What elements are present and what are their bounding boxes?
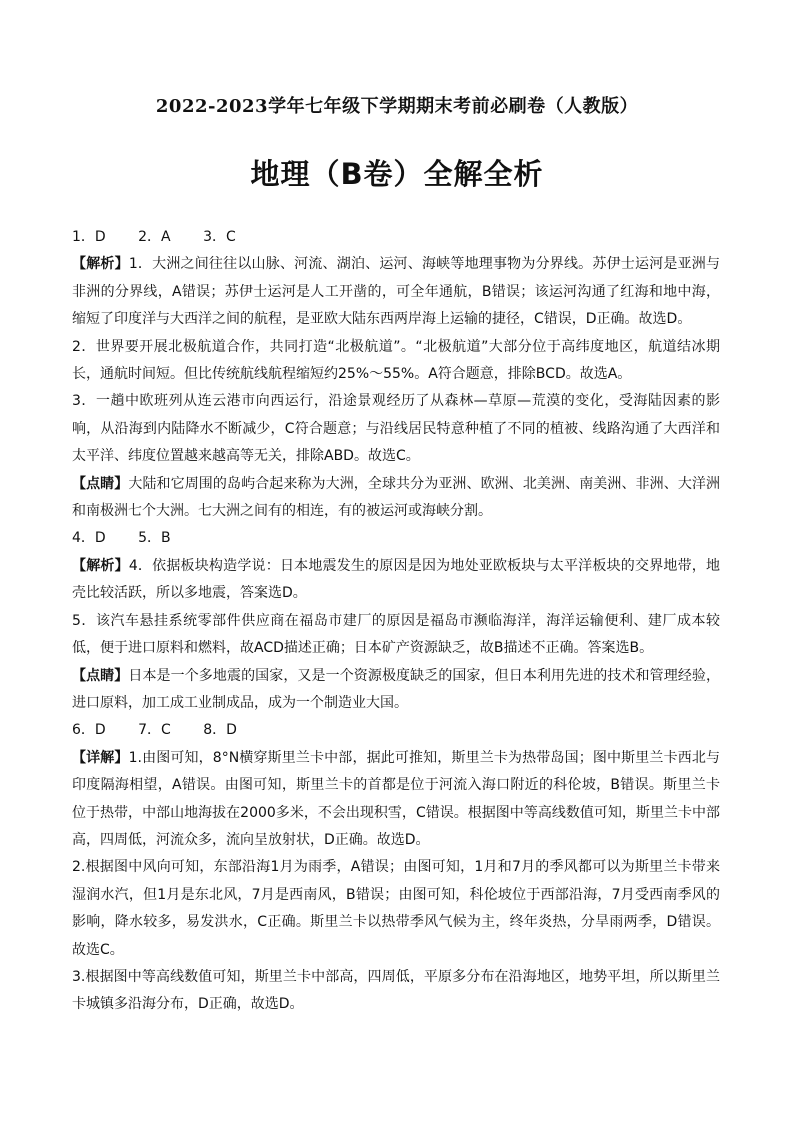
tip-paragraph: 【点睛】日本是一个多地震的国家，又是一个资源极度缺乏的国家，但日本利用先进的技术和管理经验，进口原料，加工成工业制成品，成为一个制造业大国。 [72,667,721,711]
tip-paragraph: 【点睛】大陆和它周围的岛屿合起来称为大洲，全球共分为亚洲、欧洲、北美洲、南美洲、非洲、大洋洲和南极洲七个大洲。七大洲之间有的相连，有的被运河或海峡分割。 [72,475,721,520]
explanation-paragraph: 【解析】1．大洲之间往往以山脉、河流、湖泊、运河、海峡等地理事物为分界线。苏伊士运河是亚洲与非洲的分界线，A错误；苏伊士运河是人工开凿的，可全年通航，B错误；该运河沟通了红海和地中海，缩短了印度洋与大西洋之间的航程，是亚欧大陆东西两岸海上运输的捷径，C错误，D正确。故选D。 [72,256,721,328]
page-title: 2022-2023学年七年级下学期期末考前必刷卷（人教版） [155,96,639,117]
answer-key-line: 4．D 5．B [72,530,171,547]
answer-key-line: 6．D 7．C 8．D [72,722,237,739]
explanation-paragraph: 2.根据图中风向可知，东部沿海1月为雨季，A错误；由图可知，1月和7月的季风都可以为斯里兰卡带来湿润水汽，但1月是东北风，7月是西南风，B错误；由图可知，科伦坡位于西部沿海，7月受西南季风的影响，降水较多，易发洪水，C正确。斯里兰卡以热带季风气候为主，终年炎热，分旱雨两季，D错误。故选C。 [72,859,720,958]
answer-body [72,224,720,1019]
explanation-paragraph: 3.根据图中等高线数值可知，斯里兰卡中部高，四周低，平原多分布在沿海地区，地势平坦，所以斯里兰卡城镇多沿海分布，D正确，故选D。 [72,968,720,1013]
answer-key-line: 1．D 2．A 3．C [72,229,236,245]
explanation-paragraph: 5．该汽车悬挂系统零部件供应商在福岛市建厂的原因是福岛市濒临海洋，海洋运输便利、建厂成本较低，便于进口原料和燃料，故ACD描述正确；日本矿产资源缺乏，故B描述不正确。答案选B。 [72,612,720,657]
explanation-paragraph: 【详解】1.由图可知，8°N横穿斯里兰卡中部，据此可推知，斯里兰卡为热带岛国；图中斯里兰卡西北与印度隔海相望，A错误。由图可知，斯里兰卡的首都是位于河流入海口附近的科伦坡，B错误。斯里兰卡位于热带，中部山地海拔在2000多米，不会出现积雪，C错误。根据图中等高线数值可知，斯里兰卡中部高，四周低，河流众多，流向呈放射状，D正确。故选D。 [72,749,720,848]
explanation-paragraph: 【解析】4．依据板块构造学说：日本地震发生的原因是因为地处亚欧板块与太平洋板块的交界地带，地壳比较活跃，所以多地震，答案选D。 [72,557,721,602]
page-subtitle: 地理（B卷）全解全析 [250,157,544,191]
explanation-paragraph: 2．世界要开展北极航道合作，共同打造“北极航道”。“北极航道”大部分位于高纬度地区，航道结冰期长，通航时间短。但比传统航线航程缩短约25%～55%。A符合题意，排除BCD。故选A。 [72,338,720,383]
explanation-paragraph: 3．一趟中欧班列从连云港市向西运行，沿途景观经历了从森林—草原—荒漠的变化，受海陆因素的影响，从沿海到内陆降水不断减少，C符合题意；与沿线居民特意种植了不同的植被、线路沟通了大西洋和太平洋、纬度位置越来越高等无关，排除ABD。故选C。 [72,393,720,465]
